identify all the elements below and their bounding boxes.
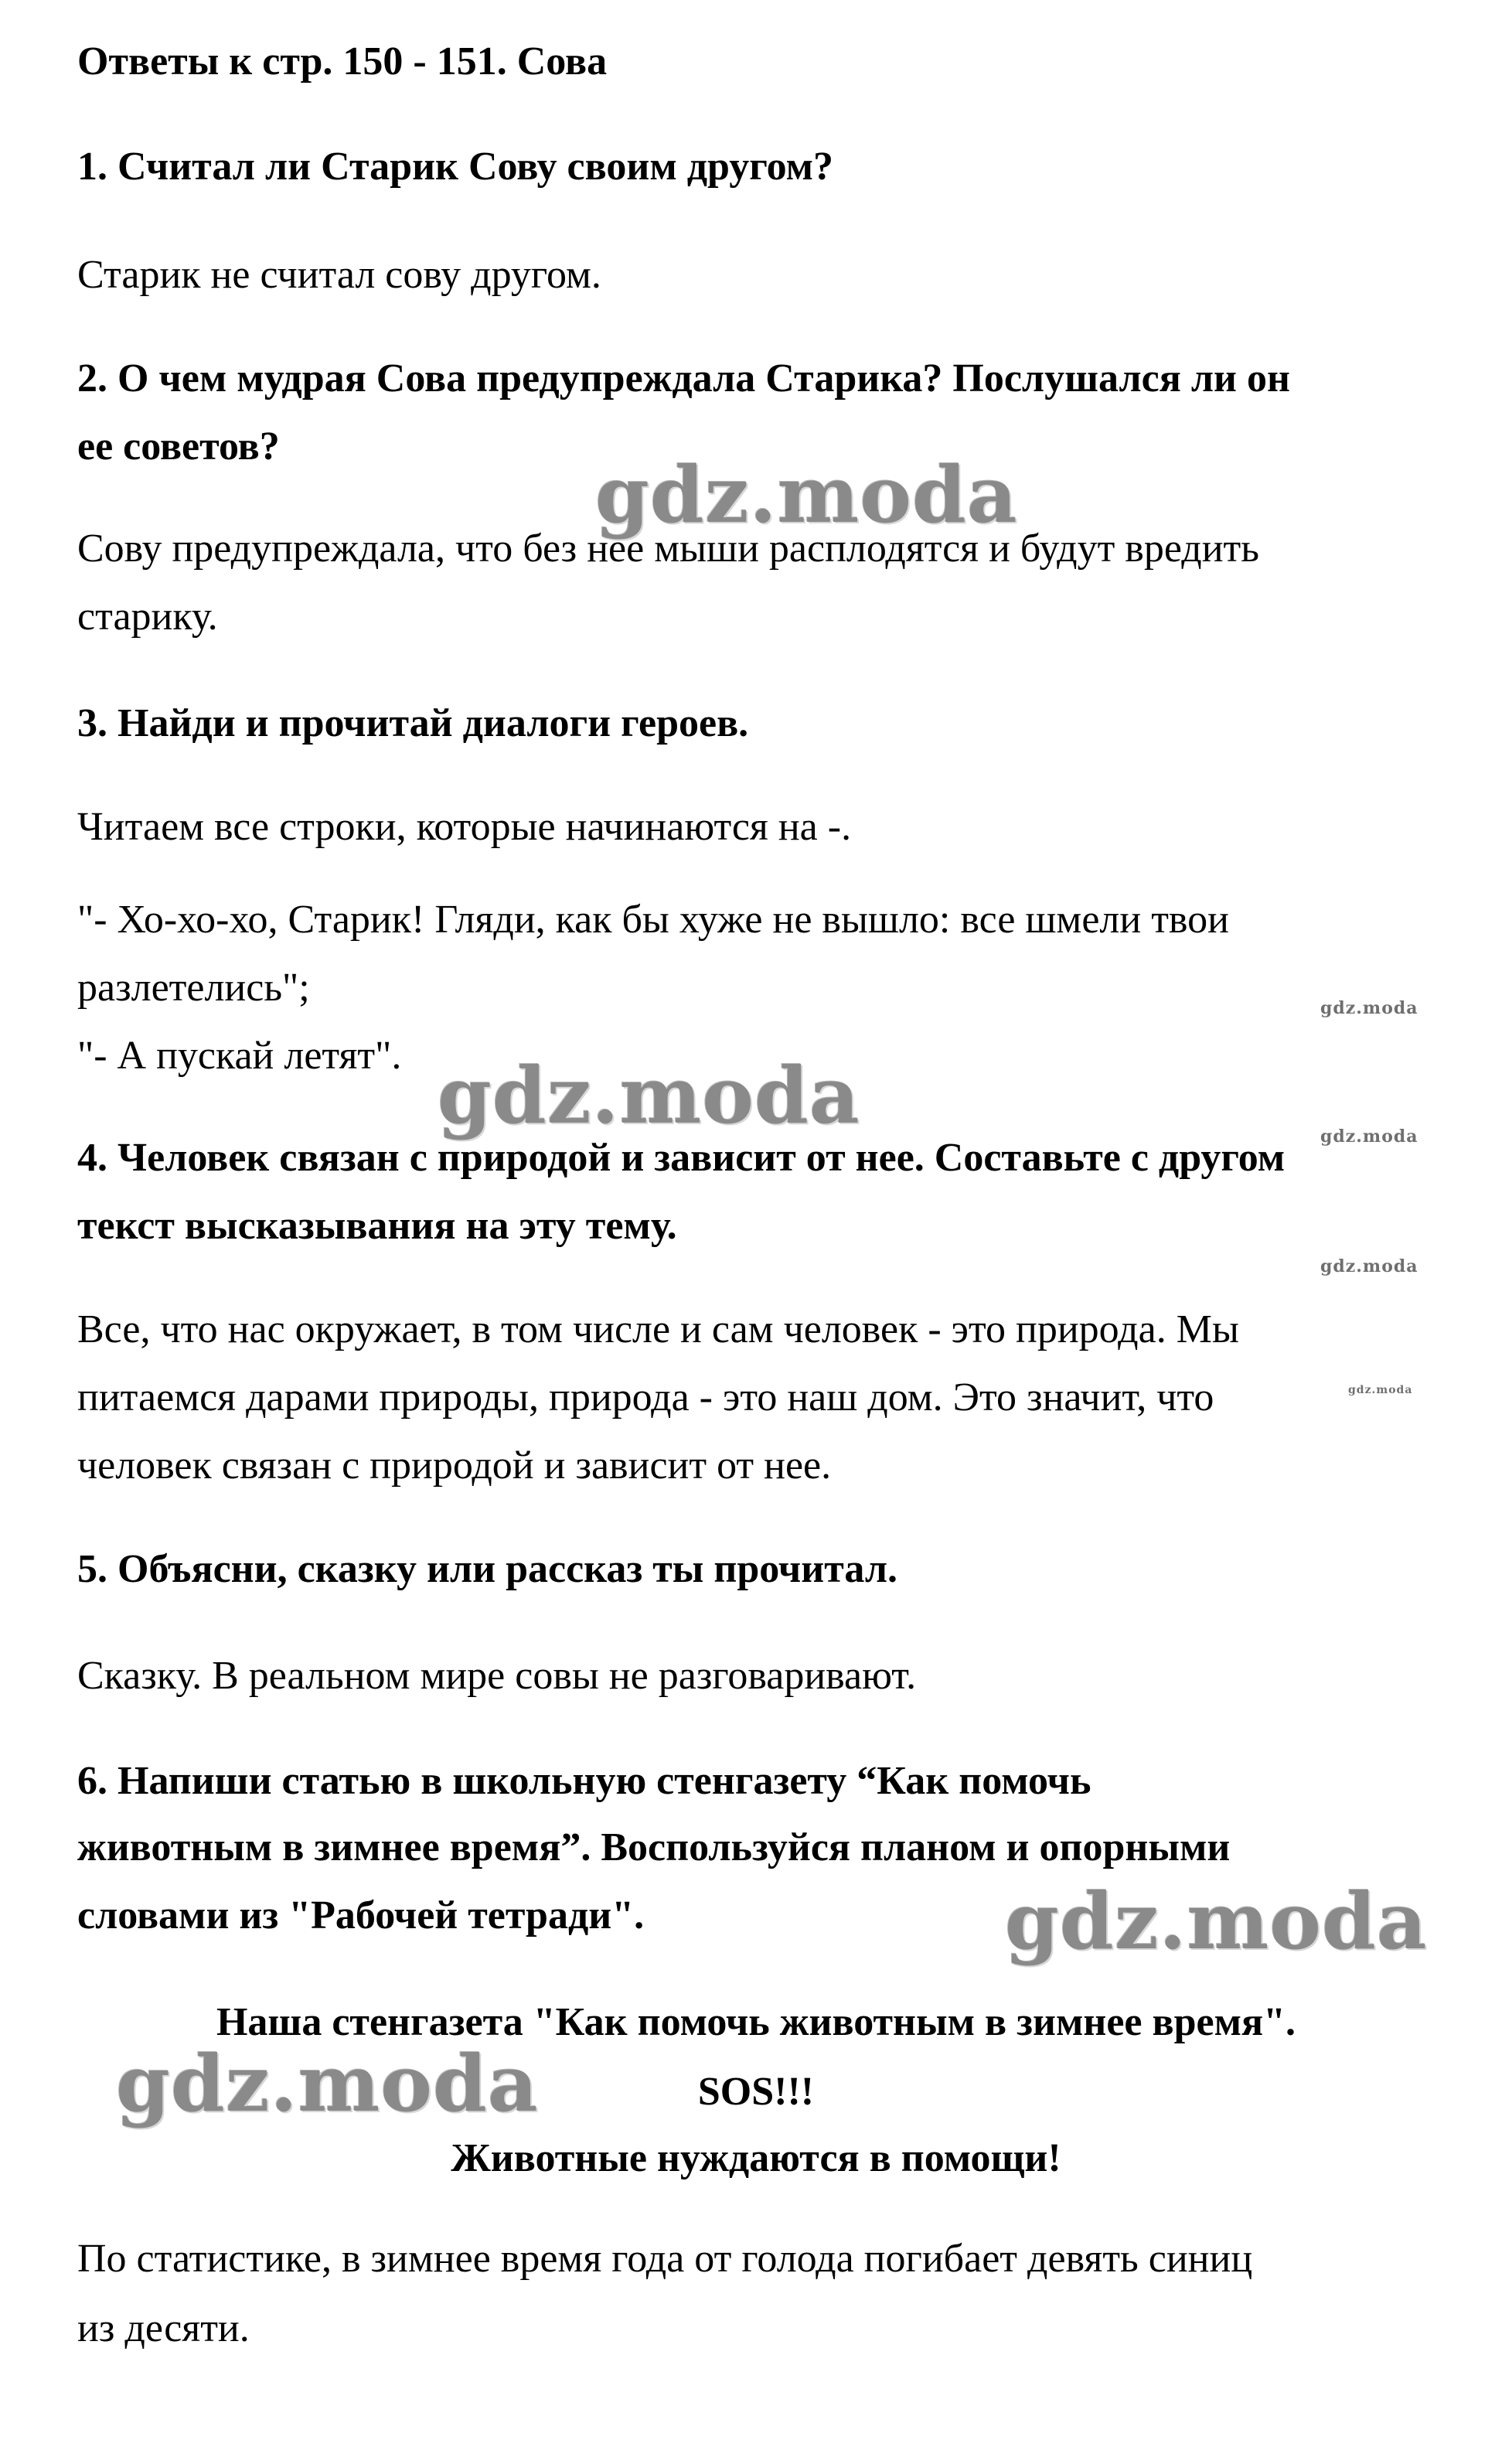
watermark-small: gdz.moda [1320,1256,1418,1276]
answer-5: Сказку. В реальном мире совы не разговаривают. [77,1654,917,1698]
watermark-logo: gdz.moda [595,449,1018,540]
answer-3-intro: Читаем все строки, которые начинаются на -. [77,805,852,849]
watermark-small: gdz.moda [1348,1384,1413,1396]
watermark-logo: gdz.moda [116,2038,539,2129]
answer-6-line-2: из десяти. [77,2306,250,2350]
answer-6-line-1: По статистике, в зимнее время года от голода погибает девять синиц [77,2237,1253,2281]
quote-line-1: "- Хо-хо-хо, Старик! Гляди, как бы хуже не вышло: все шмели твои [77,898,1229,942]
answer-4-line-1: Все, что нас окружает, в том числе и сам человек - это природа. Мы [77,1307,1239,1351]
question-2-line-1: 2. О чем мудрая Сова предупреждала Старика? Послушался ли он [77,356,1290,400]
answer-2-line-1: Сову предупреждала, что без нее мыши расплодятся и будут вредить [77,527,1259,571]
question-4-line-1: 4. Человек связан с природой и зависит от нее. Составьте с другом [77,1136,1286,1180]
page-title: Ответы к стр. 150 - 151. Сова [77,39,608,83]
quote-line-3: "- А пускай летят". [77,1034,402,1078]
watermark-small: gdz.moda [1320,1126,1418,1147]
answer-4-line-2: питаемся дарами природы, природа - это наш дом. Это значит, что [77,1375,1214,1419]
answer-4-line-3: человек связан с природой и зависит от нее. [77,1443,832,1488]
question-6-line-2: животным в зимнее время”. Воспользуйся планом и опорными [77,1825,1231,1869]
newspaper-heading: Наша стенгазета "Как помочь животным в зимнее время". [216,2000,1296,2044]
sos-heading: SOS!!! [697,2070,815,2114]
question-1: 1. Считал ли Старик Сову своим другом? [77,145,834,189]
question-6-line-1: 6. Напиши статью в школьную стенгазету “Как помочь [77,1759,1091,1803]
quote-line-2: разлетелись"; [77,966,310,1010]
answer-1: Старик не считал сову другом. [77,253,601,297]
question-2-line-2: ее советов? [77,424,280,469]
watermark-logo: gdz.moda [1005,1876,1428,1967]
watermark-small: gdz.moda [1320,998,1418,1018]
question-6-line-3: словами из "Рабочей тетради". [77,1893,645,1937]
question-5: 5. Объясни, сказку или рассказ ты прочитал. [77,1547,897,1591]
animals-heading: Животные нуждаются в помощи! [451,2136,1061,2180]
question-3: 3. Найди и прочитай диалоги героев. [77,701,749,745]
watermark-logo: gdz.moda [438,1050,860,1141]
answer-2-line-2: старику. [77,595,218,639]
question-4-line-2: текст высказывания на эту тему. [77,1204,677,1248]
